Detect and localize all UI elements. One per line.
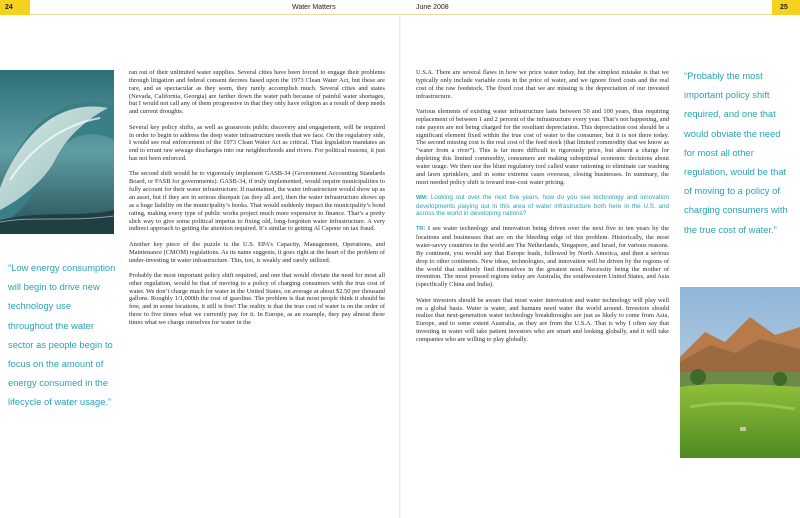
- paragraph: Another key piece of the puzzle is the U.S. EPA’s Capacity, Management, Operations, and Maintenance (CMOM) regulations. As its name suggests, it goes right at the heart of the problem of under-investing in water infrastructure. This, too, is weakly and rarely utilized.: [129, 240, 385, 264]
- article-column-left: [129, 69, 385, 334]
- header-rule: [30, 14, 772, 15]
- paragraph: The second shift would be to vigorously implement GASB-34 (Government Accounting Standards Board, or FASB for governments). GASB-34, if truly implemented, would require municipalities to fully account for their water infrastructure. If maintained, the water infrastructure would show up as an asset, but if they are in serious disrepair (as they all are), then the water infrastructure shows up as a huge liability on the municipality’s books. That would suddenly impact the municipality’s bond rating, making every type of public works project much more expensive to finance. That’s a pretty slick way to give some political impetus to fixing old, long-forgotten water infrastructure. A very indirect approach to getting the attention required. It’s similar to getting Al Capone on tax fraud.: [129, 170, 385, 233]
- interview-answer: [416, 225, 669, 289]
- paragraph: U.S.A. There are several flaws in how we price water today, but the simplest mistake is that we typically only include variable costs in the price of water, and we ignore fixed costs and the real cost of the raw feedstock. The fixed cost that we are missing is the depreciation of our invested infrastructure.: [416, 69, 669, 100]
- page-header: [0, 0, 800, 15]
- interview-question: [416, 194, 669, 218]
- pull-quote-right: “Probably the most important policy shift required, and one that would obviate the need for most all other regulation, would be that of moving to a policy of charging consumers with the true cost of water.”: [684, 70, 788, 235]
- page-number-left: 24: [0, 0, 30, 15]
- paragraph: Various elements of existing water infrastructure lasts between 50 and 100 years, thus requiring replacement of between 1 and 2 percent of the infrastructure every year. That’s not happening, and rate payers are not being charged for the resultant depreciation. This depreciation cost should be a significant element fixed within the true cost of water to the consumer, but it is not there today. The second missing cost is the real cost of the feed stock (that limited commodity that we know as “water from a river”). This is far more difficult to rigorously price, but absent a charge for depleting this limited commodity, consumers are making suboptimal economic decisions about water usage. We then use the blunt regulatory tool called water rationing to eliminate car washing and lawn sprinklers, and in some extreme cases overseas, closing businesses. In summary, the most needed policy shift is toward true-cost water pricing.: [416, 107, 669, 186]
- paragraph: Probably the most important policy shift required, and one that would obviate the need for most all other regulation, would be that of moving to a policy of charging consumers with the true cost of water. We don’t charge much for water in the United States, on average at about $2.50 per thousand gallons. Roughly 1/1,000th the cost of gasoline. The problem is that most people think it should be free, and in some locations, it still is free! The reality is that the true cost of water is on the order of three to five times what we currently pay for it. In Europe, as an example, they pay almost three times what we charge ourselves for water in the: [129, 271, 385, 326]
- respondent-tag: TR:: [416, 226, 426, 233]
- wave-illustration: [0, 70, 114, 234]
- ocean-wave-photo: [0, 70, 114, 234]
- paragraph: Water investors should be aware that most water innovation and water technology will play well on a global basis. Water is water, and humans need water the world around. Investors should realize that next-generation water technology breakthroughs are just as likely to come from Asia, Europe, and to some extent Australia, as they are from the U.S.A. That is why I often say that investing in water will take patient investors who are smart and looking globally, and it will take companies who are willing to play globally.: [416, 296, 669, 343]
- question-text: Looking out over the next five years, how do you see technology and innovation developments playing out in this area of water infrastructure both here in the U.S. and across the world in developing nations?: [416, 194, 669, 218]
- pull-quote-left: “Low energy consumption will begin to drive new technology use throughout the water sector as people begin to focus on the amount of energy consumed in the lifecycle of water usage.”: [8, 262, 116, 408]
- interviewer-tag: WM:: [416, 195, 428, 201]
- publication-title: Water Matters: [292, 4, 336, 11]
- paragraph: ran out of their unlimited water supplies. Several cities have been forced to engage their problems through litigation and federal consent decrees based upon the 1973 Clean Water Act, but these are rare, and as spectacular as they seem, they rarely accomplish much. Several cities and states (Nevada, California, Georgia) are farther down the water path because of painful water shortages, but I would not call any of them progressive in that they only have religion as a result of deep needs and current droughts.: [129, 69, 385, 116]
- answer-text: I see water technology and innovation being driven over the next five to ten years by the locations and businesses that are on the bleeding edge of this problem. Historically, the most water-savvy countries in the world are The Netherlands, Singapore, and Israel, for various reasons. By continent, you would say that Europe leads, followed by North America, and then a serious drop to other continents. New ideas, technologies, and innovation will be driven by the regions of the world that suddenly find themselves in the greatest need. Necessity being the mother of invention. The most pressed regions today are Australia, the southwestern United States, and Asia (specifically China and India).: [416, 225, 669, 289]
- issue-date: June 2008: [416, 4, 449, 11]
- page-spine: [399, 15, 401, 518]
- article-column-right: [416, 69, 669, 351]
- golf-course-illustration: [680, 287, 800, 458]
- page-number-right: 25: [772, 0, 800, 15]
- desert-golf-course-photo: [680, 287, 800, 458]
- paragraph: Several key policy shifts, as well as grassroots public discovery and engagement, will be required in order to begin to address the deep water infrastructure needs that we face. On the regulatory side, I would see real enforcement of the 1973 Clean Water Act as critical. That legislation mandates an end to errant raw sewage discharges into our neighborhoods and rivers. For political reasons, it just has not been enforced.: [129, 123, 385, 163]
